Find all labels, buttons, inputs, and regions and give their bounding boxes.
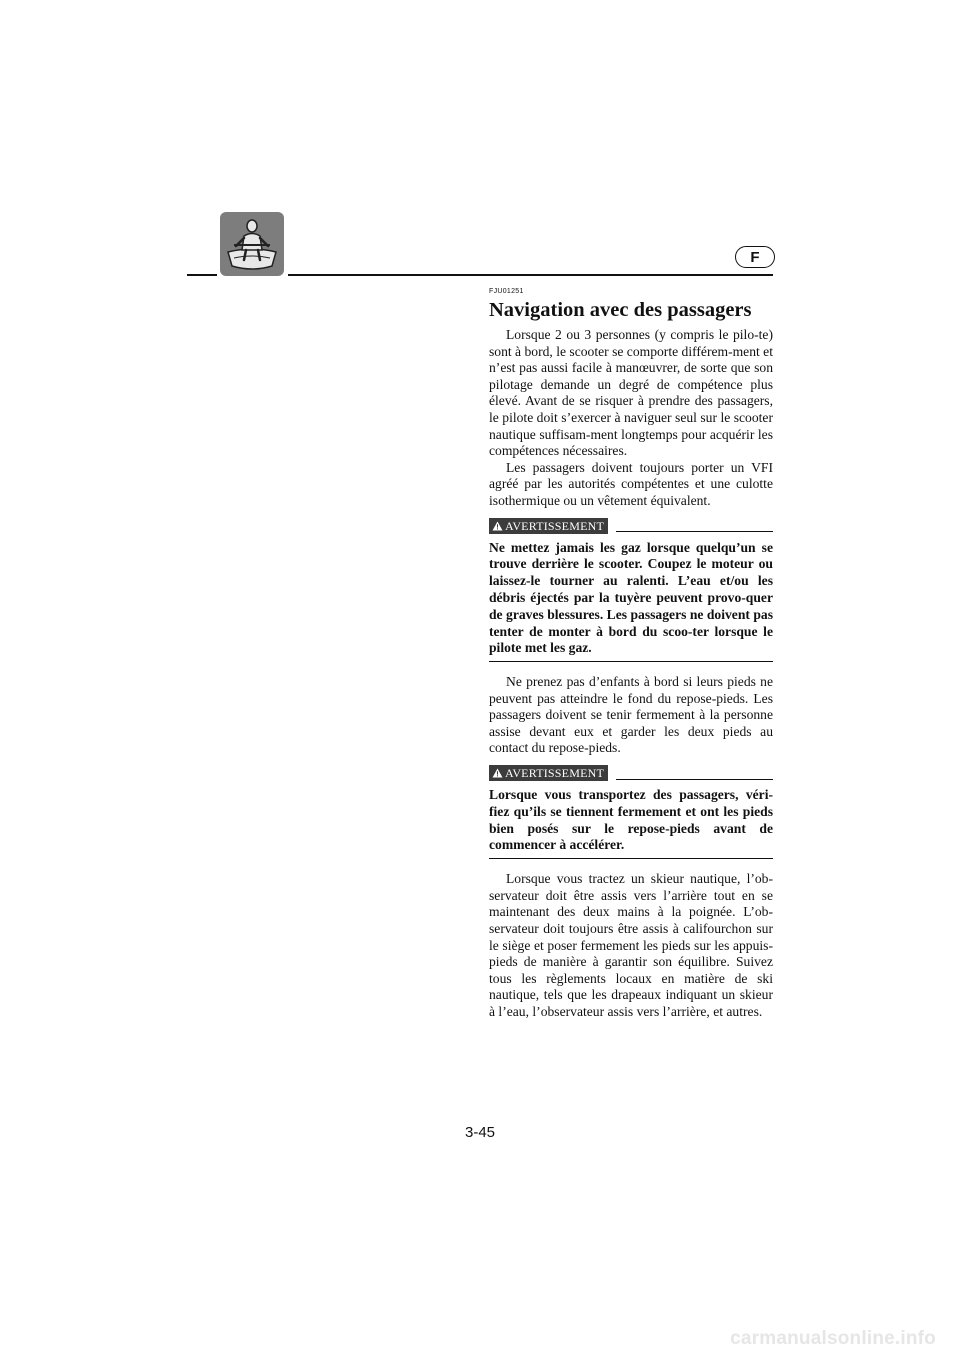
warning-header-2 <box>489 765 773 781</box>
warning-label-2: AVERTISSEMENT <box>505 766 604 781</box>
warning-header-1 <box>489 518 773 534</box>
section-code: FJU01251 <box>489 288 524 295</box>
warning-triangle-icon <box>492 768 503 778</box>
page-number: 3-45 <box>464 1124 496 1141</box>
warning-badge-1 <box>489 518 608 534</box>
warning-rule-1 <box>616 531 773 532</box>
paragraph-2: Les passagers doivent toujours porter un VFI agréé par les autorités compétentes et une culotte isothermique ou un vêtement équivalent. <box>489 459 773 508</box>
language-badge: F <box>735 246 775 268</box>
warning-text-1: Ne mettez jamais les gaz lorsque quelqu’un se trouve derrière le scooter. Coupez le moteur ou laissez-le tourner au ralenti. L’eau et/ou les débris éjectés par la tuyère peuvent provo-quer de graves blessures. Les passagers ne doivent pas tenter de monter à bord du scoo-ter lorsque le pilote met les gaz. <box>489 540 773 663</box>
section-title: Navigation avec des passagers <box>489 299 752 321</box>
paragraph-4: Lorsque vous tractez un skieur nautique, l’ob-servateur doit être assis vers l’arrière tout en se maintenant des deux mains à la poignée. L’ob-servateur doit toujours être assis à califourchon sur le siège et poser fermement les pieds sur les appuis-pieds de manière à garantir son équilibre. Suivez tous les règlements locaux en matière de ski nautique, tels que les drapeaux indiquant un skieur à l’eau, l’observateur assis vers l’arrière, et autres. <box>489 871 773 1020</box>
warning-triangle-icon <box>492 521 503 531</box>
header-rule-right <box>288 274 773 276</box>
paragraph-1: Lorsque 2 ou 3 personnes (y compris le pilo-te) sont à bord, le scooter se comporte différem-ment et n’est pas aussi facile à manœuvrer, de sorte que son pilotage demande un degré de compétence plus élevé. Avant de se risquer à prendre des passagers, le pilote doit s’exercer à naviguer seul sur le scooter nautique suffisam-ment longtemps pour acquérir les compétences nécessaires. <box>489 327 773 459</box>
paragraph-3: Ne prenez pas d’enfants à bord si leurs pieds ne peuvent pas atteindre le fond du repose-pieds. Les passagers doivent se tenir fermement à la personne assise devant eux et garder les deux pieds au contact du repose-pieds. <box>489 674 773 756</box>
section-content <box>489 286 773 1021</box>
warning-rule-2 <box>616 779 773 780</box>
watermark: carmanualsonline.info <box>730 1328 936 1349</box>
warning-badge-2 <box>489 765 608 781</box>
warning-label-1: AVERTISSEMENT <box>505 518 604 533</box>
warning-text-2: Lorsque vous transportez des passagers, véri-fiez qu’ils se tiennent fermement et ont les pieds bien posés sur le repose-pieds avant de commencer à accélérer. <box>489 787 773 859</box>
rider-on-watercraft-icon <box>220 212 284 276</box>
header-rule-left <box>187 274 217 276</box>
